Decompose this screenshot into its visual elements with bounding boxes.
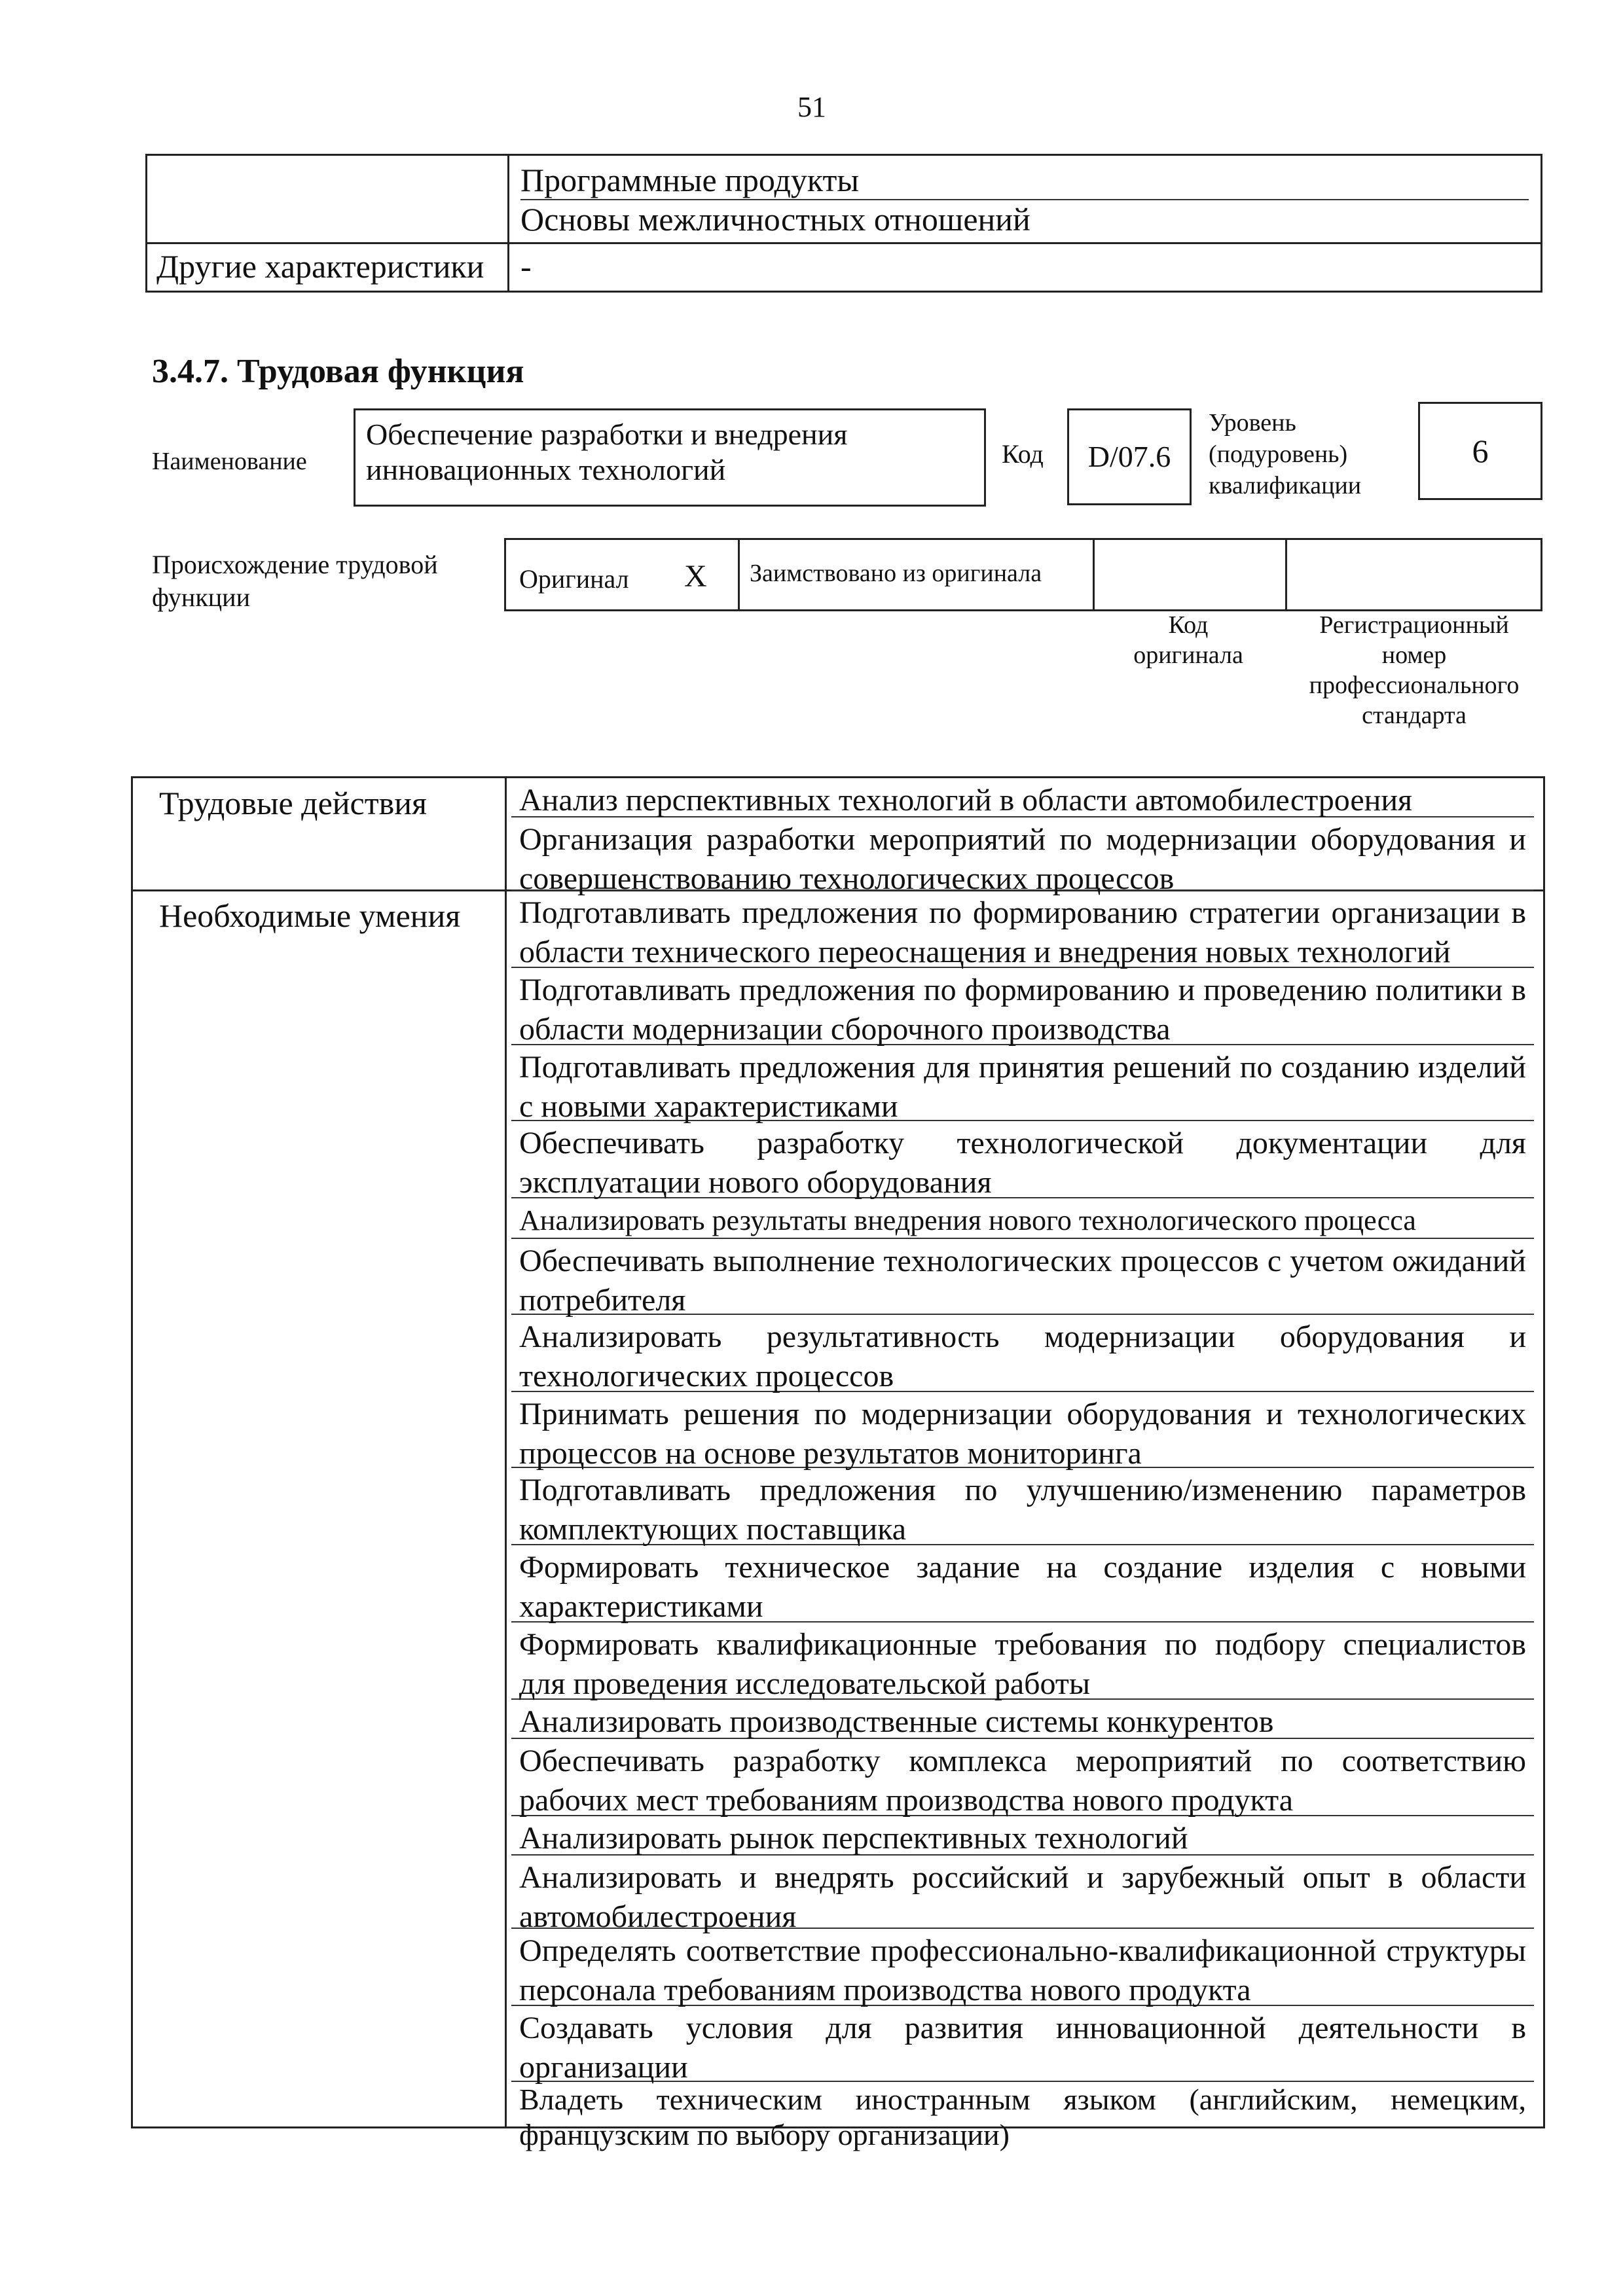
top-table-row: Основы межличностных отношений [520,201,1030,238]
main-table [131,776,1545,2151]
name-label: Наименование [152,448,307,475]
top-table-row-line [147,242,1541,244]
list-item: Подготавливать предложения по формированию стратегии организации в области технического переоснащения и внедрения новых технологий [511,891,1534,968]
list-item: Формировать квалификационные требования по подбору специалистов для проведения исследовательской работы [511,1623,1534,1700]
name-value-box [354,408,986,507]
section-title: 3.4.7. Трудовая функция [152,353,524,390]
list-item: Определять соответствие профессионально-квалификационной структуры персонала требованиям производства нового продукта [511,1929,1534,2006]
list-item: Анализировать производственные системы конкурентов [511,1700,1534,1739]
page-number: 51 [797,91,826,123]
other-characteristics-label: Другие характеристики [156,248,484,285]
origin-label: Происхождение трудовой функции [152,550,438,612]
list-item: Анализировать результаты внедрения нового технологического процесса [511,1198,1534,1239]
list-item: Подготавливать предложения по формированию и проведению политики в области модернизации сборочного производства [511,968,1534,1045]
main-table-col-divider [505,778,507,2126]
code-label: Код [1002,439,1044,469]
top-table-divider [507,156,509,291]
list-item: Обеспечивать выполнение технологических процессов с учетом ожиданий потребителя [511,1239,1534,1315]
other-characteristics-value: - [520,248,532,285]
list-item: Подготавливать предложения для принятия решений по созданию изделий с новыми характеристиками [511,1045,1534,1121]
list-item: Анализировать рынок перспективных технологий [511,1816,1534,1856]
level-label: Уровень (подуровень) квалификации [1209,409,1362,499]
origin-divider-2 [1093,540,1095,609]
list-item: Анализировать и внедрять российский и зарубежный опыт в области автомобилестроения [511,1856,1534,1929]
origin-divider-1 [738,540,740,609]
level-value: 6 [1472,433,1489,469]
level-value-box [1418,402,1542,500]
original-label: Оригинал [519,564,629,594]
origin-code-cell [1095,540,1285,609]
list-item: Анализировать результативность модернизации оборудования и технологических процессов [511,1315,1534,1392]
list-item: Подготавливать предложения по улучшению/изменению параметров комплектующих поставщика [511,1468,1534,1545]
code-value: D/07.6 [1087,440,1171,473]
origin-reg-caption: Регистрационный номер профессионального стандарта [1309,611,1520,729]
borrowed-label: Заимствовано из оригинала [750,560,1042,587]
origin-code-caption: Код оригинала [1133,611,1243,669]
list-item: Организация разработки мероприятий по модернизации оборудования и совершенствованию технологических процессов [511,817,1534,891]
list-item: Обеспечивать разработку технологической документации для эксплуатации нового оборудования [511,1121,1534,1198]
list-item: Принимать решения по модернизации оборудования и технологических процессов на основе результатов мониторинга [511,1392,1534,1468]
code-value-box [1067,408,1192,505]
origin-reg-cell [1288,540,1541,609]
list-item: Анализ перспективных технологий в области автомобилестроения [511,778,1534,817]
list-item: Формировать техническое задание на создание изделия с новыми характеристиками [511,1545,1534,1623]
origin-table [504,538,1542,611]
top-table-row: Программные продукты [520,161,1529,200]
original-mark: X [684,559,707,594]
skills-label: Необходимые умения [159,897,461,934]
actions-label: Трудовые действия [159,785,427,821]
list-item: Создавать условия для развития инновационной деятельности в организации [511,2006,1534,2082]
list-item: Владеть техническим иностранным языком (английским, немецким, французским по выбору организации) [519,2083,1526,2151]
top-table [145,154,1542,293]
right-column [511,778,1534,2151]
list-item: Обеспечивать разработку комплекса мероприятий по соответствию рабочих мест требованиям производства нового продукта [511,1739,1534,1816]
origin-divider-3 [1285,540,1287,609]
name-value: Обеспечение разработки и внедрения инновационных технологий [366,418,848,486]
